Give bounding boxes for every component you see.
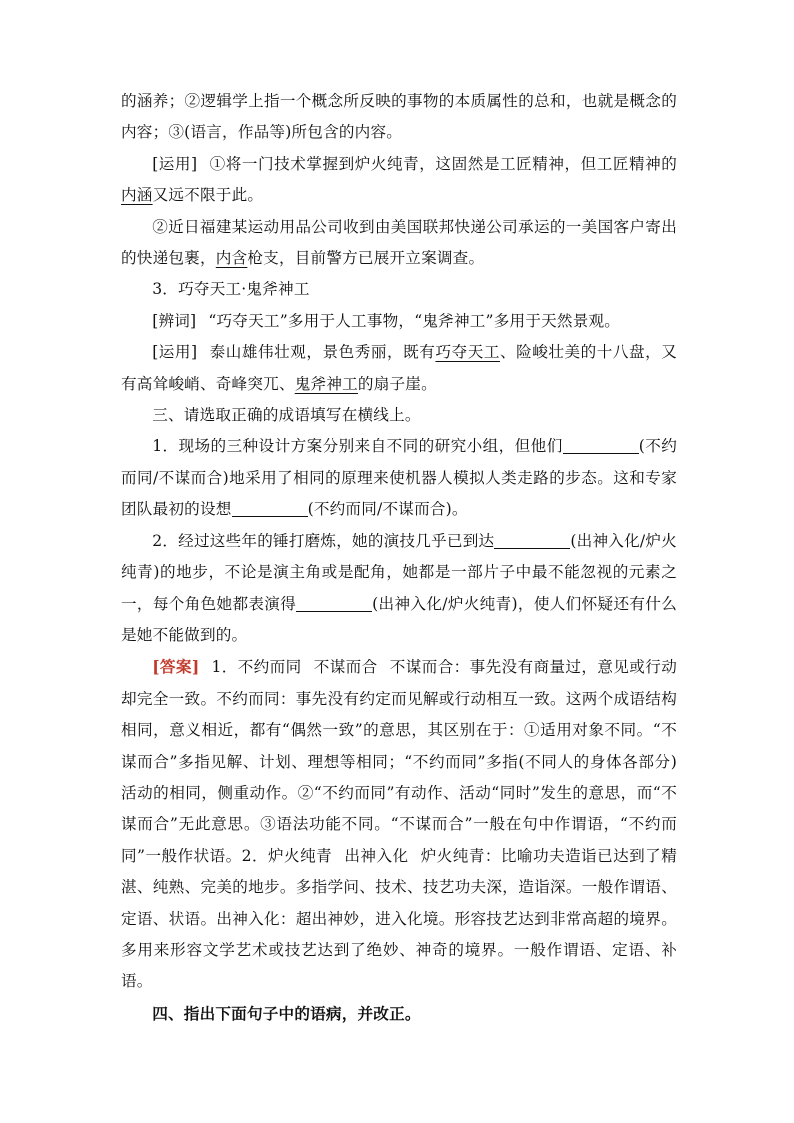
answer-segment-2: 不谋而合 bbox=[313, 658, 378, 677]
usage2-text-pre: ②近日福建某运动用品公司收到由美国联邦快递公司承运的一美国客户寄出的快递包裹， bbox=[121, 217, 677, 268]
question-1-part-a: 1．现场的三种设计方案分别来自不同的研究小组，但他们 bbox=[152, 437, 563, 456]
usage3-mid: 、险峻壮美的十八盘，又有高耸峻峭、奇峰突兀、 bbox=[121, 343, 677, 393]
usage-text-post: 又远不限于此。 bbox=[152, 186, 264, 205]
paragraph-usage-3 bbox=[121, 337, 677, 400]
section-four-title: 四、指出下面句子中的语病，并改正。 bbox=[152, 1003, 421, 1023]
answer-segment-4: 出神入化 bbox=[344, 846, 409, 865]
answer-tag: [答案] bbox=[152, 657, 200, 677]
paragraph-distinguish bbox=[121, 306, 677, 337]
underlined-word-qiaoduotiangong: 巧夺天工 bbox=[435, 343, 500, 362]
answer-blank[interactable] bbox=[296, 593, 372, 612]
section-heading-4 bbox=[121, 998, 677, 1029]
underlined-word-neihan-2: 内含 bbox=[215, 249, 248, 268]
usage3-pre: 泰山雄伟壮观，景色秀丽，既有 bbox=[209, 343, 436, 362]
usage-tag: [运用] bbox=[152, 154, 198, 173]
answer-segment-1: 1．不约而同 bbox=[211, 658, 302, 677]
section-heading-3 bbox=[121, 400, 677, 431]
answer-segment-3: 不谋而合：事先没有商量过，意见或行动却完全一致。不约而同：事先没有约定而见解或行动相互一致。这两个成语结构相同，意义相近，都有“偶然一致”的意思，其区别在于：①适用对象不同。“不谋而合”多指见解、计划、理想等相同；“不约而同”多指(不同人的身体各部分)活动的相同，侧重动作。②“不约而同”有动作、活动“同时”发生的意思，而“不谋而合”无此意思。③语法功能不同。“不谋而合”一般在句中作谓语，“不约而同”一般作状语。2．炉火纯青 bbox=[121, 658, 677, 865]
document-body bbox=[121, 86, 677, 1029]
answer-blank[interactable] bbox=[494, 530, 570, 549]
question-2 bbox=[121, 526, 677, 652]
question-2-part-a: 2．经过这些年的锤打磨炼，她的演技几乎已到达 bbox=[152, 531, 495, 550]
distinguish-tag: [辨词] bbox=[152, 311, 197, 330]
distinguish-text: “巧夺天工”多用于人工事物，“鬼斧神工”多用于天然景观。 bbox=[208, 311, 621, 330]
question-2-part-b: (出神入化/炉火纯青)的地步，不论是演主角或是配角，她都是一部片子中最不能忽视的元素之一，每个角色她都表演得 bbox=[121, 531, 677, 613]
question-1-part-b: (不约而同/不谋而合)地采用了相同的原理来使机器人模拟人类走路的步态。这和专家团队最初的设想 bbox=[121, 437, 678, 519]
answer-blank[interactable] bbox=[232, 498, 308, 517]
item-heading: 3．巧夺天工·鬼斧神工 bbox=[152, 280, 310, 299]
underlined-word-neihan: 内涵 bbox=[121, 186, 153, 205]
paragraph-usage-1 bbox=[121, 149, 677, 212]
paragraph-usage-2 bbox=[121, 212, 677, 275]
question-1-part-c: (不约而同/不谋而合)。 bbox=[307, 500, 468, 519]
question-2-part-c: (出神入化/炉火纯青)，使人们怀疑还有什么是她不能做到的。 bbox=[121, 594, 677, 644]
definition-text: 的涵养；②逻辑学上指一个概念所反映的事物的本质属性的总和，也就是概念的内容；③(语言，作品等)所包含的内容。 bbox=[121, 92, 677, 142]
answer-blank[interactable] bbox=[563, 435, 639, 454]
paragraph-definition-continued bbox=[121, 86, 677, 149]
usage3-tag: [运用] bbox=[152, 343, 198, 362]
usage-text-pre: ①将一门技术掌握到炉火纯青，这固然是工匠精神，但工匠精神的 bbox=[209, 154, 677, 173]
answer-segment-5: 炉火纯青：比喻功夫造诣已达到了精湛、纯熟、完美的地步。多指学问、技术、技艺功夫深，造诣深。一般作谓语、定语、状语。出神入化：超出神妙，进入化境。形容技艺达到非常高超的境界。多用来形容文学艺术或技艺达到了绝妙、神奇的境界。一般作谓语、定语、补语。 bbox=[121, 846, 677, 991]
answer-paragraph bbox=[121, 651, 677, 997]
section-three-title: 三、请选取正确的成语填写在横线上。 bbox=[152, 406, 421, 425]
usage3-post: 的扇子崖。 bbox=[357, 374, 437, 393]
question-1 bbox=[121, 431, 677, 525]
paragraph-heading-3 bbox=[121, 274, 677, 305]
underlined-word-guifushengong: 鬼斧神工 bbox=[294, 374, 358, 393]
usage2-text-post: 枪支，目前警方已展开立案调查。 bbox=[247, 249, 485, 268]
